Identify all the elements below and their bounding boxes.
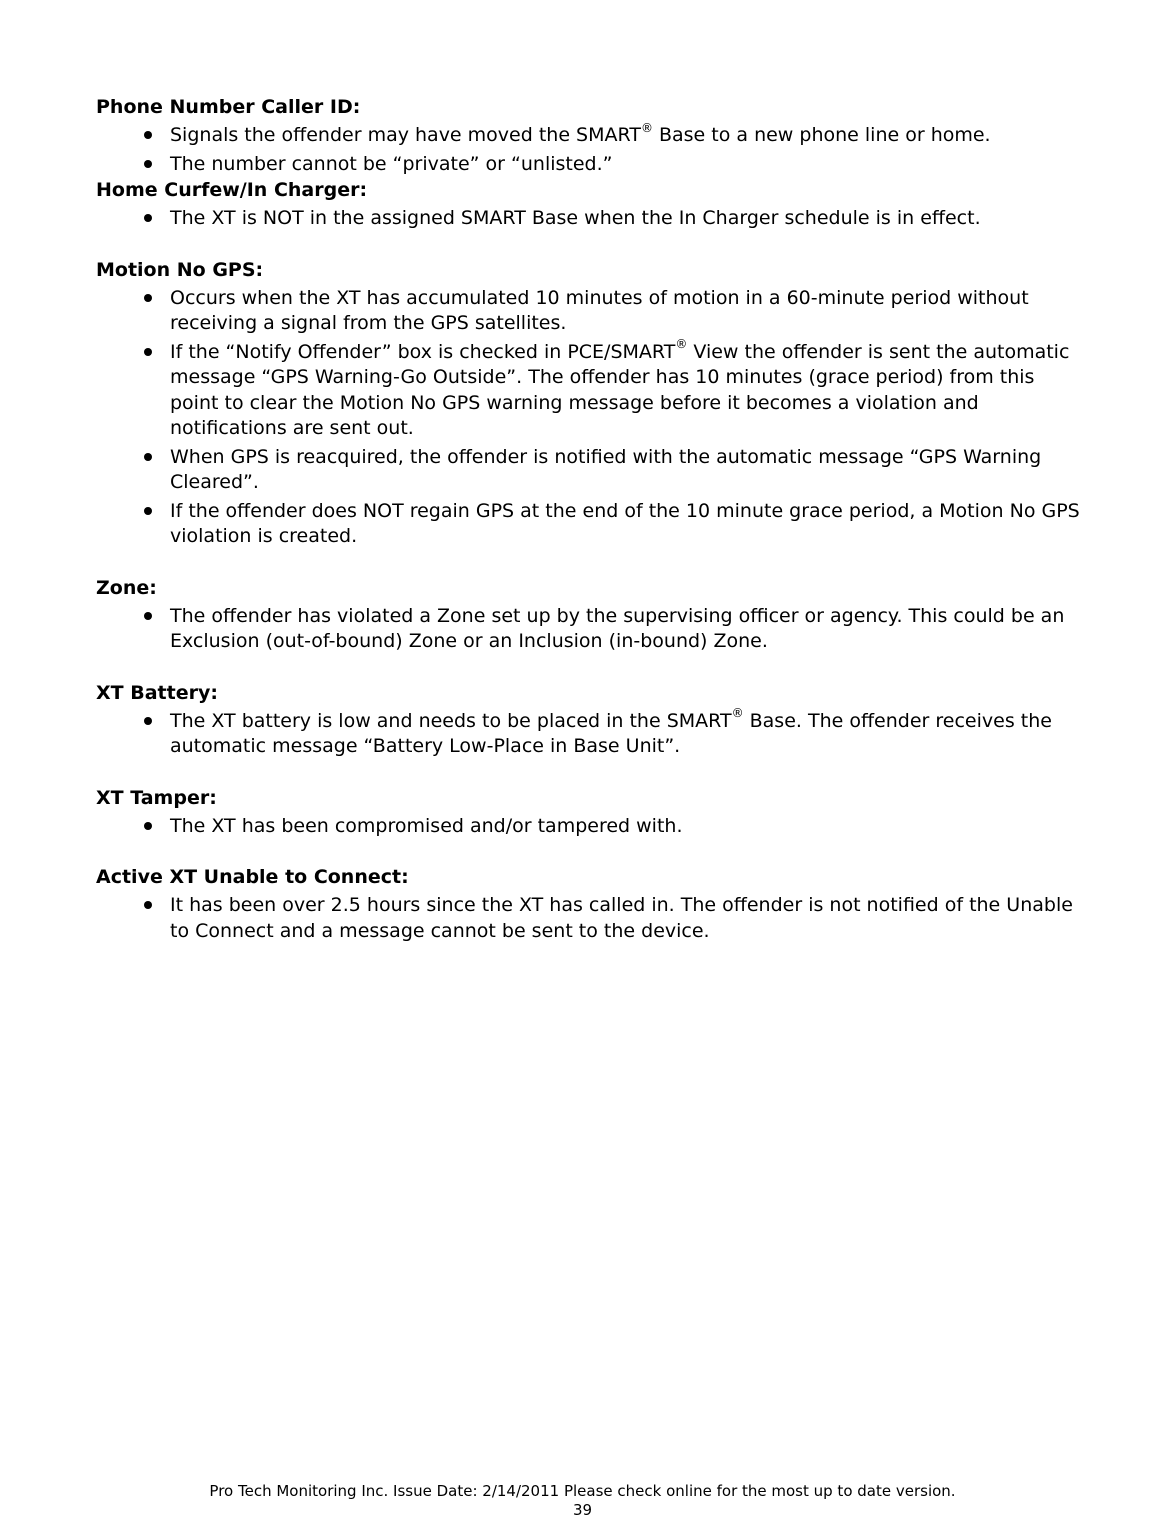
bullet-list [96,893,1086,944]
section-heading: XT Tamper: [96,786,217,809]
bullet-item: It has been over 2.5 hours since the XT has called in. The offender is not notified of the Unable to Connect and a message cannot be sent to the device. [96,893,1086,944]
bullet-dot-icon [144,214,152,222]
bullet-dot-icon [144,612,152,620]
section-zone [96,575,1086,655]
section-heading: Zone: [96,576,157,599]
document-body [96,94,1086,944]
bullet-item: Signals the offender may have moved the SMART® Base to a new phone line or home. [96,123,1086,149]
bullet-dot-icon [144,294,152,302]
bullet-item: If the offender does NOT regain GPS at the end of the 10 minute grace period, a Motion No GPS violation is created. [96,499,1086,550]
section-heading: Home Curfew/In Charger: [96,179,368,201]
bullet-list [96,814,1086,840]
section-heading: Active XT Unable to Connect: [96,866,409,888]
section-xt-tamper [96,785,1086,840]
bullet-item: The XT has been compromised and/or tampered with. [96,814,1086,840]
bullet-item: If the “Notify Offender” box is checked in PCE/SMART® View the offender is sent the automatic message “GPS Warning-Go Outside”. The offender has 10 minutes (grace period) from this point to clear the Motion No GPS warning message before it becomes a violation and notifications are sent out. [96,340,1086,442]
registered-mark: ® [640,120,653,135]
bullet-item: The XT battery is low and needs to be placed in the SMART® Base. The offender receives the automatic message “Battery Low-Place in Base Unit”. [96,709,1086,760]
page-footer [0,1482,1165,1520]
bullet-dot-icon [144,348,152,356]
bullet-list [96,706,1086,760]
section-home-curfew-in-charger [96,177,1086,232]
section-xt-battery [96,680,1086,760]
bullet-item: The offender has violated a Zone set up by the supervising officer or agency. This could be an Exclusion (out-of-bound) Zone or an Inclusion (in-bound) Zone. [96,604,1086,655]
bullet-item: Occurs when the XT has accumulated 10 minutes of motion in a 60-minute period without receiving a signal from the GPS satellites. [96,286,1086,337]
bullet-item: When GPS is reacquired, the offender is notified with the automatic message “GPS Warning Cleared”. [96,445,1086,496]
section-heading: Phone Number Caller ID: [96,96,361,118]
bullet-item: The number cannot be “private” or “unlisted.” [96,152,1086,178]
bullet-dot-icon [144,822,152,830]
bullet-dot-icon [144,160,152,168]
bullet-dot-icon [144,901,152,909]
registered-mark: ® [731,706,744,721]
section-motion-no-gps [96,257,1086,550]
registered-mark: ® [675,337,688,352]
bullet-dot-icon [144,453,152,461]
page-number: 39 [572,1501,593,1519]
bullet-list [96,120,1086,177]
section-active-xt-unable-to-connect [96,864,1086,944]
bullet-list [96,206,1086,232]
section-heading: Motion No GPS: [96,258,264,281]
bullet-dot-icon [144,717,152,725]
bullet-dot-icon [144,131,152,139]
bullet-dot-icon [144,507,152,515]
section-heading: XT Battery: [96,681,218,704]
footer-notice: Pro Tech Monitoring Inc. Issue Date: 2/14/2011 Please check online for the most up to date version. [209,1482,956,1500]
bullet-list [96,604,1086,655]
bullet-list [96,286,1086,550]
bullet-item: The XT is NOT in the assigned SMART Base when the In Charger schedule is in effect. [96,206,1086,232]
section-phone-number-caller-id [96,94,1086,177]
